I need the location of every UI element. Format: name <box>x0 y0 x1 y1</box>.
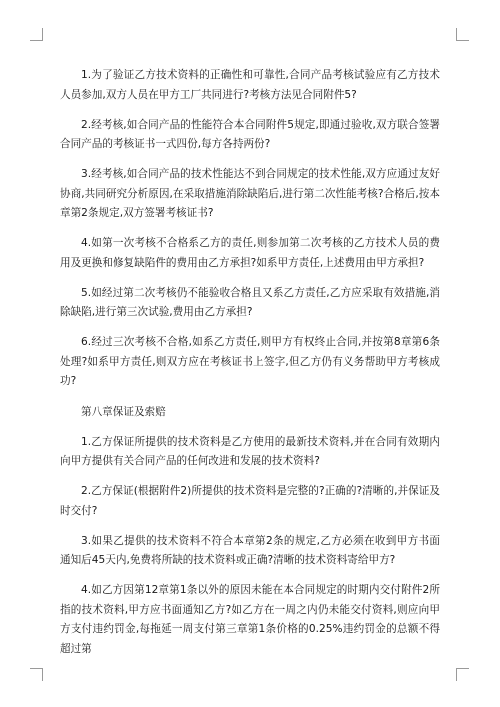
paragraph-warranty-4: 4.如乙方因第12章第1条以外的原因未能在本合同规定的时期内交付附件2所指的技术资料,甲方应书面通知乙方?如乙方在一周之内仍未能交付资料,则应向甲方支付违约罚金,每拖延一周支付第三章第1条价格的0.25%违约罚金的总额不得超过第 <box>60 584 440 655</box>
paragraph-acceptance-5: 5.如经过第二次考核仍不能验收合格且又系乙方责任,乙方应采取有效措施,消除缺陷,进行第三次试验,费用由乙方承担? <box>60 286 440 319</box>
paragraph-acceptance-6: 6.经过三次考核不合格,如系乙方责任,则甲方有权终止合同,并按第8章第6条处理?如系甲方责任,则双方应在考核证书上签字,但乙方仍有义务帮助甲方考核成功? <box>60 336 440 388</box>
paragraph-acceptance-2: 2.经考核,如合同产品的性能符合本合同附件5规定,即通过验收,双方联合签署合同产品的考核证书一式四份,每方各持两份? <box>60 118 440 151</box>
paragraph-acceptance-3: 3.经考核,如合同产品的技术性能达不到合同规定的技术性能,双方应通过友好协商,共同研究分析原因,在采取措施消除缺陷后,进行第二次性能考核?合格后,按本章第2条规定,双方签署考核证书? <box>60 168 440 220</box>
document-body <box>60 66 440 670</box>
corner-crop-mark-top-right <box>456 28 469 41</box>
paragraph-acceptance-1: 1.为了验证乙方技术资料的正确性和可靠性,合同产品考核试验应有乙方技术人员参加,双方人员在甲方工厂共同进行?考核方法见合同附件5? <box>60 69 440 101</box>
corner-crop-mark-top-left <box>30 28 43 41</box>
chapter-heading: 第八章保证及索赔 <box>81 405 166 418</box>
paragraph-warranty-3: 3.如果乙提供的技术资料不符合本章第2条的规定,乙方必须在收到甲方书面通知后45天内,免费将所缺的技术资料或正确?清晰的技术资料寄给甲方? <box>60 534 440 567</box>
paragraph-warranty-2: 2.乙方保证(根据附件2)所提供的技术资料是完整的?正确的?清晰的,并保证及时交付? <box>60 485 440 517</box>
paragraph-warranty-1: 1.乙方保证所提供的技术资料是乙方使用的最新技术资料,并在合同有效期内向甲方提供有关合同产品的任何改进和发展的技术资料? <box>60 435 440 468</box>
corner-crop-mark-bottom-right <box>456 668 469 681</box>
paragraph-acceptance-4: 4.如第一次考核不合格系乙方的责任,则参加第二次考核的乙方技术人员的费用及更换和修复缺陷件的费用由乙方承担?如系甲方责任,上述费用由甲方承担? <box>60 237 440 269</box>
corner-crop-mark-bottom-left <box>30 668 43 681</box>
